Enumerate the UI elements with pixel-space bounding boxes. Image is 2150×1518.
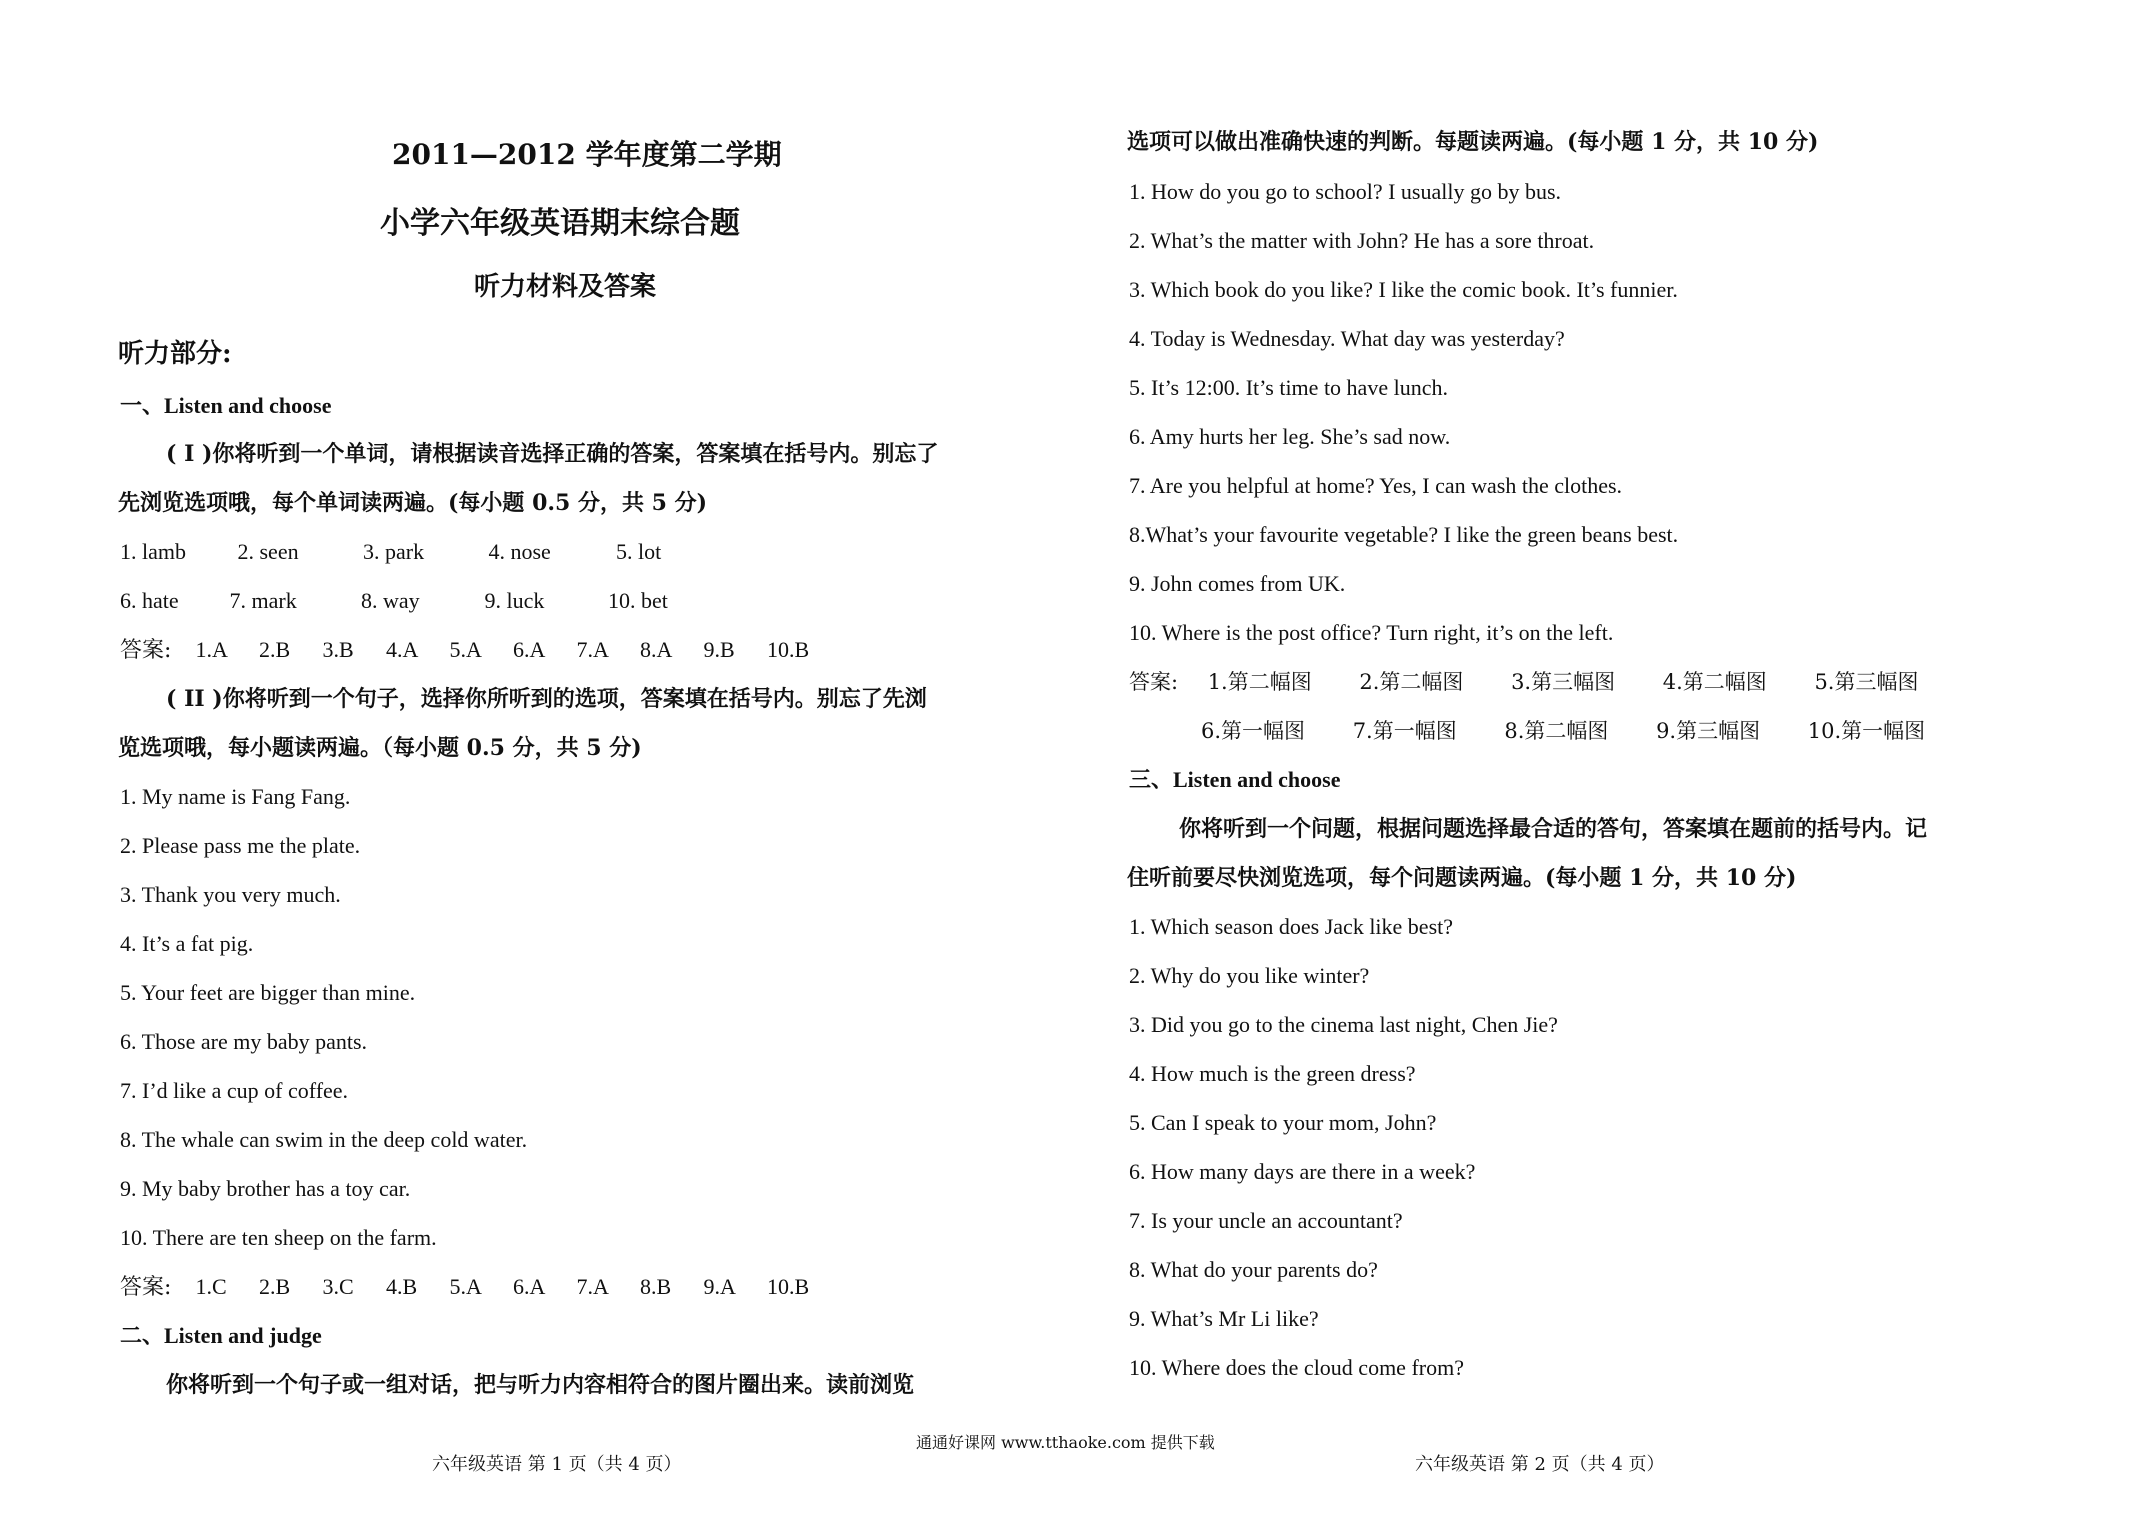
sentence-item: 6. Amy hurts her leg. She’s sad now. bbox=[1129, 424, 1451, 449]
question-item: 7. Is your uncle an accountant? bbox=[1129, 1208, 1403, 1233]
page-footer-left: 六年级英语 第 1 页（共 4 页） bbox=[432, 1454, 682, 1475]
answer-label: 答案: bbox=[120, 638, 172, 663]
part3-instruction-1: 你将听到一个问题，根据问题选择最合适的答句，答案填在题前的括号内。记 bbox=[1179, 816, 1928, 842]
word-item: 7. mark bbox=[229, 588, 297, 613]
sentence-item: 1. My name is Fang Fang. bbox=[120, 784, 351, 809]
sentence-item: 1. How do you go to school? I usually go by bus. bbox=[1129, 179, 1562, 204]
answer-item: 4.B bbox=[386, 1274, 418, 1299]
question-item: 1. Which season does Jack like best? bbox=[1129, 914, 1454, 939]
answer-item: 6.A bbox=[513, 1274, 546, 1299]
answer-label: 答案: bbox=[120, 1275, 172, 1300]
sentence-item: 4. Today is Wednesday. What day was yesterday? bbox=[1129, 326, 1565, 351]
answer-item: 8.A bbox=[640, 637, 673, 662]
answer-item: 7.A bbox=[576, 1274, 609, 1299]
word-item: 10. bet bbox=[608, 588, 668, 613]
part2-heading: 二、Listen and judge bbox=[120, 1323, 322, 1348]
sentence-item: 8.What’s your favourite vegetable? I like the green beans best. bbox=[1129, 522, 1679, 547]
word-item: 5. lot bbox=[616, 539, 662, 564]
answer-item: 9.A bbox=[703, 1274, 736, 1299]
sentence-item: 2. What’s the matter with John? He has a sore throat. bbox=[1129, 228, 1595, 253]
question-item: 6. How many days are there in a week? bbox=[1129, 1159, 1476, 1184]
question-item: 4. How much is the green dress? bbox=[1129, 1061, 1416, 1086]
doc-title-year: 2011—2012 学年度第二学期 bbox=[392, 138, 782, 171]
sentence-item: 10. There are ten sheep on the farm. bbox=[120, 1225, 437, 1250]
answer-item: 8.B bbox=[640, 1274, 672, 1299]
part3-instruction-2: 住听前要尽快浏览选项，每个问题读两遍。(每小题 1 分，共 10 分) bbox=[1127, 865, 1797, 891]
question-item: 5. Can I speak to your mom, John? bbox=[1129, 1110, 1437, 1135]
answer-item: 4.第二幅图 bbox=[1662, 670, 1767, 694]
answer-item: 7.第一幅图 bbox=[1352, 719, 1457, 743]
answer-item: 1.C bbox=[195, 1274, 227, 1299]
sentence-item: 9. My baby brother has a toy car. bbox=[120, 1176, 411, 1201]
sentence-item: 6. Those are my baby pants. bbox=[120, 1029, 368, 1054]
word-row-2 bbox=[120, 586, 668, 616]
sentence-item: 8. The whale can swim in the deep cold water. bbox=[120, 1127, 528, 1152]
word-item: 1. lamb bbox=[120, 539, 186, 564]
answer-item: 5.A bbox=[449, 637, 482, 662]
sentence-item: 9. John comes from UK. bbox=[1129, 571, 1346, 596]
answer-item: 6.A bbox=[513, 637, 546, 662]
page-footer-right: 六年级英语 第 2 页（共 4 页） bbox=[1415, 1454, 1665, 1475]
sentence-item: 2. Please pass me the plate. bbox=[120, 833, 361, 858]
answer-item: 1.A bbox=[195, 637, 228, 662]
download-credit: 通通好课网 www.tthaoke.com 提供下载 bbox=[916, 1433, 1215, 1452]
answer-item: 3.B bbox=[322, 637, 354, 662]
answer-row-sub2 bbox=[120, 1272, 809, 1303]
sentence-item: 7. Are you helpful at home? Yes, I can wash the clothes. bbox=[1129, 473, 1623, 498]
answer-row-sub1 bbox=[120, 635, 809, 666]
answer-row-part2-2 bbox=[1201, 716, 1925, 746]
answer-item: 10.第一幅图 bbox=[1807, 719, 1926, 743]
word-row-1 bbox=[120, 537, 661, 567]
sentence-item: 4. It’s a fat pig. bbox=[120, 931, 254, 956]
part1-sub1-instruction-1: ( I )你将听到一个单词，请根据读音选择正确的答案，答案填在括号内。别忘了 bbox=[166, 441, 939, 467]
answer-item: 3.C bbox=[322, 1274, 354, 1299]
answer-item: 10.B bbox=[767, 1274, 810, 1299]
answer-item: 9.B bbox=[703, 637, 735, 662]
part1-sub1-instruction-2: 先浏览选项哦，每个单词读两遍。(每小题 0.5 分，共 5 分) bbox=[118, 490, 708, 516]
question-item: 2. Why do you like winter? bbox=[1129, 963, 1370, 988]
sentence-item: 3. Thank you very much. bbox=[120, 882, 341, 907]
part1-sub2-instruction-2: 览选项哦，每小题读两遍。（每小题 0.5 分，共 5 分) bbox=[118, 735, 642, 761]
doc-title-main: 小学六年级英语期末综合题 bbox=[380, 206, 740, 241]
word-item: 3. park bbox=[363, 539, 425, 564]
sentence-item: 10. Where is the post office? Turn right, it’s on the left. bbox=[1129, 620, 1614, 645]
question-item: 8. What do your parents do? bbox=[1129, 1257, 1378, 1282]
word-item: 9. luck bbox=[484, 588, 545, 613]
part3-heading: 三、Listen and choose bbox=[1129, 767, 1341, 792]
answer-item: 5.第三幅图 bbox=[1814, 670, 1919, 694]
word-item: 6. hate bbox=[120, 588, 179, 613]
part2-instruction-2: 选项可以做出准确快速的判断。每题读两遍。(每小题 1 分，共 10 分) bbox=[1127, 129, 1819, 155]
answer-item: 7.A bbox=[576, 637, 609, 662]
question-item: 10. Where does the cloud come from? bbox=[1129, 1355, 1464, 1380]
word-item: 4. nose bbox=[488, 539, 551, 564]
answer-item: 2.第二幅图 bbox=[1359, 670, 1464, 694]
answer-item: 2.B bbox=[259, 637, 291, 662]
part1-sub2-instruction-1: ( II )你将听到一个句子，选择你所听到的选项，答案填在括号内。别忘了先浏 bbox=[166, 686, 927, 712]
part2-instruction-1: 你将听到一个句子或一组对话，把与听力内容相符合的图片圈出来。读前浏览 bbox=[166, 1372, 915, 1398]
answer-label: 答案: bbox=[1129, 670, 1179, 694]
sentence-item: 3. Which book do you like? I like the comic book. It’s funnier. bbox=[1129, 277, 1678, 302]
section-listening: 听力部分: bbox=[118, 339, 232, 369]
answer-item: 8.第二幅图 bbox=[1504, 719, 1609, 743]
answer-item: 5.A bbox=[449, 1274, 482, 1299]
part1-heading: 一、Listen and choose bbox=[120, 393, 332, 418]
answer-item: 4.A bbox=[386, 637, 419, 662]
answer-item: 10.B bbox=[767, 637, 810, 662]
question-item: 9. What’s Mr Li like? bbox=[1129, 1306, 1319, 1331]
doc-subtitle: 听力材料及答案 bbox=[474, 272, 657, 302]
answer-item: 9.第三幅图 bbox=[1656, 719, 1761, 743]
sentence-item: 5. Your feet are bigger than mine. bbox=[120, 980, 416, 1005]
sentence-item: 5. It’s 12:00. It’s time to have lunch. bbox=[1129, 375, 1448, 400]
answer-item: 1.第二幅图 bbox=[1207, 670, 1312, 694]
word-item: 2. seen bbox=[237, 539, 299, 564]
answer-item: 3.第三幅图 bbox=[1511, 670, 1616, 694]
question-item: 3. Did you go to the cinema last night, Chen Jie? bbox=[1129, 1012, 1558, 1037]
word-item: 8. way bbox=[361, 588, 420, 613]
answer-row-part2-1 bbox=[1129, 667, 1918, 697]
sentence-item: 7. I’d like a cup of coffee. bbox=[120, 1078, 349, 1103]
answer-item: 6.第一幅图 bbox=[1201, 719, 1306, 743]
answer-item: 2.B bbox=[259, 1274, 291, 1299]
